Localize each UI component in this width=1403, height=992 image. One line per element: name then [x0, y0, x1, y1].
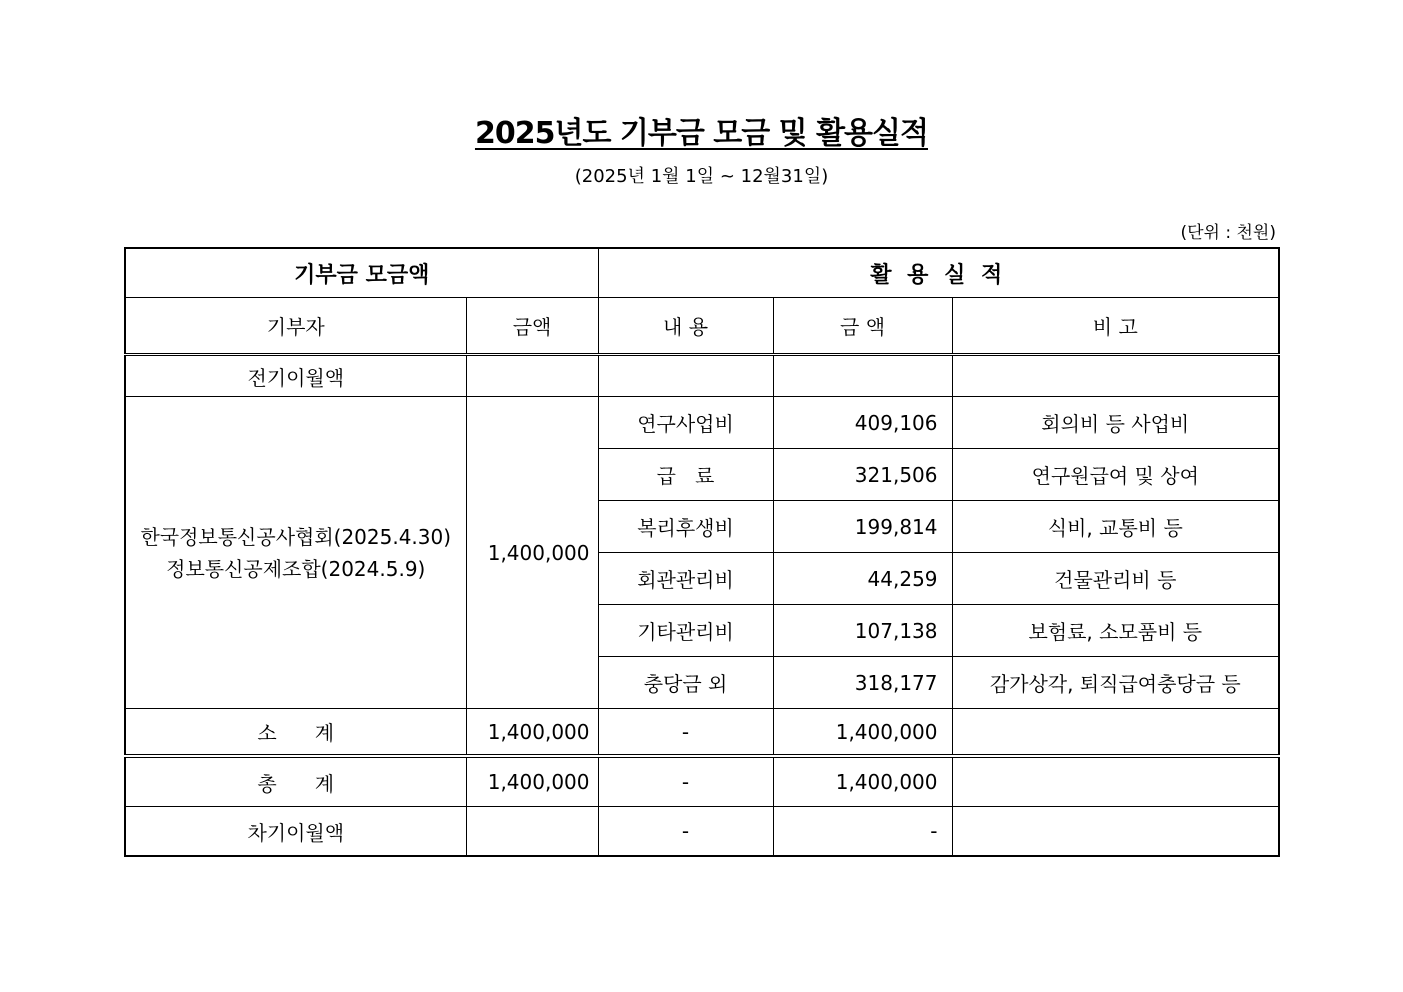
document-title [0, 114, 1403, 154]
total-usage-amount: 1,400,000 [773, 756, 952, 807]
item-remark: 연구원급여 및 상여 [952, 449, 1279, 501]
item-amount: 199,814 [773, 501, 952, 553]
item-content: 기타관리비 [598, 605, 773, 657]
total-content: - [598, 756, 773, 807]
item-amount: 107,138 [773, 605, 952, 657]
donation-report-table [124, 247, 1280, 857]
content-column-header: 내 용 [598, 298, 773, 355]
subtotal-label: 소 계 [125, 709, 466, 757]
donor-line-1: 한국정보통신공사협회(2025.4.30) [140, 524, 452, 549]
usage-group-header: 활 용 실 적 [598, 248, 1279, 298]
document-title-text: 2025년도 기부금 모금 및 활용실적 [474, 116, 929, 151]
amount-column-header: 금액 [466, 298, 598, 355]
donor-amount: 1,400,000 [466, 397, 598, 709]
carry-over-row [125, 355, 1279, 397]
item-content: 회관관리비 [598, 553, 773, 605]
item-content: 복리후생비 [598, 501, 773, 553]
subtotal-content: - [598, 709, 773, 757]
item-amount: 44,259 [773, 553, 952, 605]
subtotal-usage-amount: 1,400,000 [773, 709, 952, 757]
item-amount: 318,177 [773, 657, 952, 709]
item-content: 급 료 [598, 449, 773, 501]
table-row [125, 397, 1279, 449]
next-carry-row [125, 807, 1279, 857]
usage-amount-column-header: 금 액 [773, 298, 952, 355]
carry-over-usage-amount [773, 355, 952, 397]
item-content: 충당금 외 [598, 657, 773, 709]
unit-note: (단위 : 천원) [1180, 223, 1276, 243]
total-remark [952, 756, 1279, 807]
item-remark: 감가상각, 퇴직급여충당금 등 [952, 657, 1279, 709]
subtotal-amount: 1,400,000 [466, 709, 598, 757]
carry-over-remark [952, 355, 1279, 397]
remark-column-header: 비 고 [952, 298, 1279, 355]
document-period: (2025년 1월 1일 ~ 12월31일) [574, 166, 829, 187]
carry-over-label: 전기이월액 [125, 355, 466, 397]
donor-cell [125, 397, 466, 709]
column-header-row [125, 298, 1279, 355]
item-amount: 321,506 [773, 449, 952, 501]
next-carry-amount [466, 807, 598, 857]
group-header-row [125, 248, 1279, 298]
collection-group-header: 기부금 모금액 [125, 248, 598, 298]
total-label: 총 계 [125, 756, 466, 807]
next-carry-label: 차기이월액 [125, 807, 466, 857]
total-amount: 1,400,000 [466, 756, 598, 807]
next-carry-usage-amount: - [773, 807, 952, 857]
carry-over-content [598, 355, 773, 397]
subtotal-row [125, 709, 1279, 757]
item-remark: 식비, 교통비 등 [952, 501, 1279, 553]
next-carry-content: - [598, 807, 773, 857]
total-row [125, 756, 1279, 807]
item-remark: 회의비 등 사업비 [952, 397, 1279, 449]
item-amount: 409,106 [773, 397, 952, 449]
item-content: 연구사업비 [598, 397, 773, 449]
donor-column-header: 기부자 [125, 298, 466, 355]
subtotal-remark [952, 709, 1279, 757]
donor-line-2: 정보통신공제조합(2024.5.9) [166, 556, 426, 581]
carry-over-amount [466, 355, 598, 397]
item-remark: 보험료, 소모품비 등 [952, 605, 1279, 657]
next-carry-remark [952, 807, 1279, 857]
item-remark: 건물관리비 등 [952, 553, 1279, 605]
